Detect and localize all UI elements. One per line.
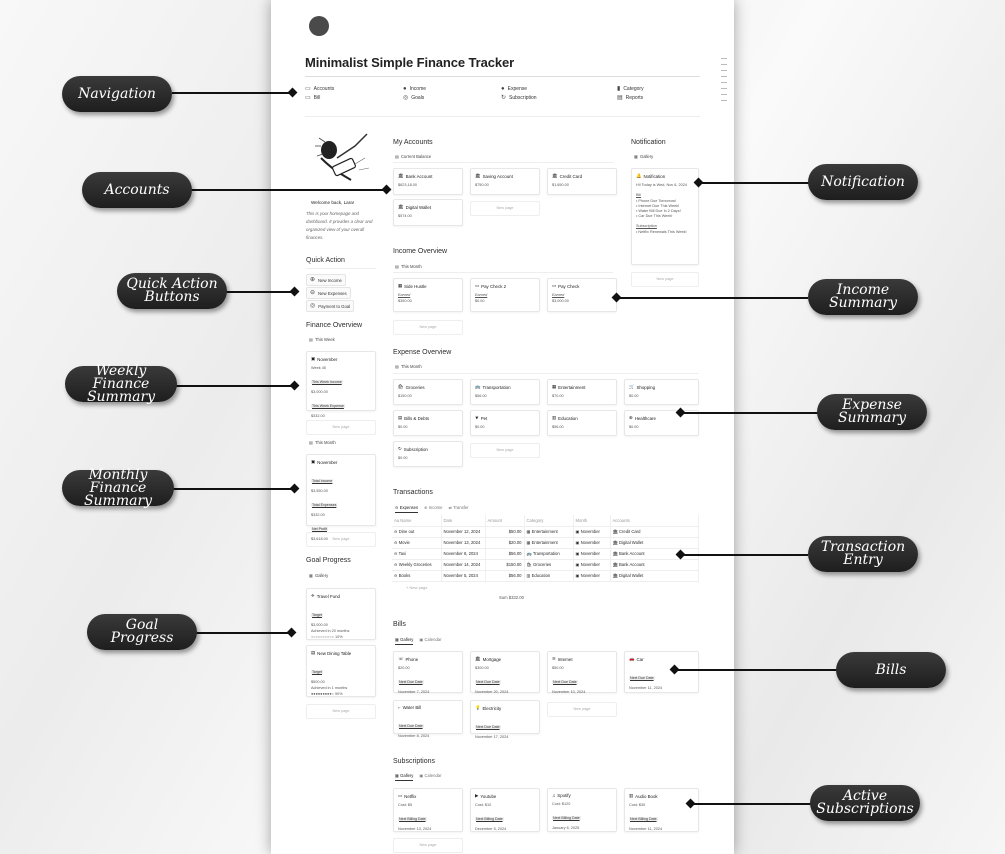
nav-reports[interactable]: ▤ Reports [617, 95, 644, 101]
film-icon: ▦ [552, 384, 557, 389]
connector-line [196, 632, 294, 634]
callout-monthly-summary: Monthly Finance Summary [62, 470, 174, 506]
table-of-contents-indicator[interactable] [721, 58, 727, 106]
table-icon: ▤ [395, 264, 399, 269]
new-page-button[interactable]: New page [393, 838, 463, 853]
wallet-icon: ▭ [305, 86, 311, 92]
callout-notification: Notification [808, 164, 918, 200]
navigation-bar [305, 86, 700, 101]
transactions-title: Transactions [393, 489, 433, 496]
connector-line [682, 554, 808, 556]
goal-icon: ◎ [403, 95, 409, 101]
subscription-card-spotify[interactable]: ♫ Spotify Cost: $120 Next Billing Date January 6, 2025 [547, 788, 617, 832]
goal-progress-title: Goal Progress [306, 557, 351, 564]
expense-card-healthcare[interactable]: ⊕ Healthcare $0.00 [624, 410, 699, 436]
cash-icon: ▭ [552, 283, 557, 288]
welcome-illustration [311, 128, 373, 186]
grid-icon: ▦ [398, 283, 403, 288]
bill-card-car[interactable]: 🚗 Car Next Due Date November 11, 2024 [624, 651, 699, 693]
tab-transfer[interactable]: ⇄ Transfer [448, 505, 469, 510]
book-icon: ▥ [552, 415, 557, 420]
welcome-text: Welcome back, Lara! [311, 200, 355, 205]
table-row[interactable]: ⊖ Weekly Groceries November 14, 2024 $150.00 🛍 Groceries ▣ November 🏛 Bank Account [392, 559, 699, 570]
view-tab-this-month[interactable]: ▤ This Month [395, 264, 422, 269]
divider [393, 272, 613, 273]
nav-goals[interactable]: ◎ Goals [403, 95, 425, 101]
amount-sum: Sum $332.00 [499, 594, 524, 600]
car-icon: 🚗 [629, 656, 635, 661]
callout-accounts: Accounts [82, 172, 192, 208]
tab-expenses[interactable]: ⊖ Expenses [395, 505, 418, 513]
tab-gallery[interactable]: ▦ Gallery [395, 773, 413, 781]
connector-line [692, 803, 812, 805]
cart-icon: 🛒 [629, 384, 635, 389]
table-row[interactable]: ⊖ Taxi November 8, 2024 $56.00 🚌 Transportation ▣ November 🏛 Bank Account [392, 548, 699, 559]
accounts-title: My Accounts [393, 139, 433, 146]
new-row-button[interactable]: + New page [406, 584, 428, 590]
callout-quick-action: Quick Action Buttons [117, 273, 227, 309]
bill-card-water[interactable]: ⌐ Water Bill Next Due Date November 8, 2024 [393, 700, 463, 734]
tv-icon: ▭ [398, 793, 403, 798]
connector-line [172, 488, 294, 490]
calendar-icon: ▣ [311, 356, 316, 361]
subscriptions-title: Subscriptions [393, 758, 436, 765]
finance-overview-title: Finance Overview [306, 322, 363, 329]
play-icon: ▶ [475, 793, 479, 798]
callout-goal-progress: Goal Progress [87, 614, 197, 650]
bus-icon: 🚌 [475, 384, 481, 389]
bank-icon: 🏛 [398, 204, 404, 209]
divider [305, 116, 700, 117]
tab-calendar[interactable]: ▣ Calendar [419, 637, 442, 642]
account-card-credit[interactable]: 🏛 Credit Card $1,650.00 [547, 168, 617, 195]
monthly-summary-card[interactable]: ▣ November Total Income $3,550.00 Total Expenses $332.00 Net Profit $3,618.00 [306, 454, 376, 526]
expense-card-groceries[interactable]: 🛍 Groceries $150.00 [393, 379, 463, 405]
new-page-button[interactable]: New page [306, 532, 376, 547]
goal-icon: ◎ [310, 303, 316, 309]
refresh-icon: ↻ [398, 446, 402, 451]
bill-icon: ▭ [305, 95, 311, 101]
bill-card-internet[interactable]: ≋ Internet $50.00 Next Due Date November 10, 2024 [547, 651, 617, 693]
new-page-button[interactable]: New page [470, 443, 540, 458]
account-card-digital-wallet[interactable]: 🏛 Digital Wallet $574.00 [393, 199, 463, 226]
medical-icon: ⊕ [629, 415, 633, 420]
bulb-icon: 💡 [475, 705, 481, 710]
refresh-icon: ↻ [501, 95, 507, 101]
connector-line [176, 385, 294, 387]
table-icon: ▤ [395, 154, 399, 159]
gallery-icon: ▦ [309, 573, 313, 578]
table-icon: ▤ [309, 440, 313, 445]
intro-text: This is your homepage and dashboard. It provides a clear and organized view of your overall finances. [306, 211, 373, 240]
transactions-table [392, 515, 699, 600]
connector-line [682, 412, 818, 414]
nav-accounts[interactable]: ▭ Accounts [305, 86, 335, 92]
income-icon: ● [403, 86, 407, 92]
expense-title: Expense Overview [393, 349, 452, 356]
transaction-tabs [395, 505, 469, 513]
page-title: Minimalist Simple Finance Tracker [305, 55, 515, 70]
paw-icon: ❦ [475, 415, 479, 420]
connector-line [172, 92, 292, 94]
cash-icon: ▭ [475, 283, 480, 288]
view-tab-gallery[interactable]: ▦ Gallery [309, 573, 329, 578]
account-card-saving[interactable]: 🏛 Saving Account $750.00 [470, 168, 540, 195]
gallery-icon: ▦ [634, 154, 638, 159]
nav-bill[interactable]: ▭ Bill [305, 95, 321, 101]
divider [305, 76, 700, 77]
expense-card-education[interactable]: ▥ Education $56.00 [547, 410, 617, 436]
new-page-button[interactable]: New page [547, 702, 617, 717]
coins-icon: ▤ [398, 415, 403, 420]
income-card-pay-check-2[interactable]: ▭ Pay Check 2 Earned $0.00 [470, 278, 540, 312]
income-title: Income Overview [393, 248, 448, 255]
callout-weekly-summary: Weekly Finance Summary [65, 366, 177, 402]
connector-line [676, 669, 838, 671]
goal-card-travel-fund[interactable]: ✈ Travel Fund Target $3,000.00 Achieved in 20 months ○○○○○○○○○○ 10% [306, 588, 376, 640]
bill-card-electricity[interactable]: 💡 Electricity Next Due Date November 17, 2024 [470, 700, 540, 734]
notification-title: Notification [631, 139, 666, 146]
tap-icon: ⌐ [398, 705, 401, 710]
expense-icon: ● [501, 86, 505, 92]
table-header: Aa Name Date Amount Category Month Accounts [392, 515, 699, 526]
music-icon: ♫ [552, 793, 556, 798]
table-row[interactable]: ⊖ Movie November 13, 2024 $20.00 ▦ Entertainment ▣ November 🏛 Digital Wallet [392, 537, 699, 548]
bills-tabs [395, 637, 442, 645]
connector-line [618, 297, 808, 299]
view-tab-this-month[interactable]: ▤ This Month [309, 440, 336, 445]
bank-icon: 🏛 [398, 173, 404, 178]
view-tab-gallery[interactable]: ▦ Gallery [634, 154, 654, 159]
subscription-tabs [395, 773, 442, 781]
bell-icon: 🔔 [636, 173, 642, 178]
new-page-button[interactable]: New page [306, 420, 376, 435]
divider [393, 162, 613, 163]
new-page-button[interactable]: New page [393, 320, 463, 335]
payment-to-goal-button[interactable]: ◎ Payment to Goal [306, 300, 354, 312]
expense-card-bills-debts[interactable]: ▤ Bills & Debts $0.00 [393, 410, 463, 436]
view-tab-current-balance[interactable]: ▤ Current Balance [395, 154, 432, 159]
basket-icon: 🛍 [398, 384, 404, 389]
callout-transaction-entry: Transaction Entry [808, 536, 918, 572]
divider [306, 268, 376, 269]
callout-active-subscriptions: Active Subscriptions [810, 785, 920, 821]
bill-card-phone[interactable]: ☏ Phone $20.00 Next Due Date November 7, 2024 [393, 651, 463, 693]
nav-income[interactable]: ● Income [403, 86, 427, 92]
new-page-button[interactable]: New page [470, 201, 540, 216]
view-tab-this-month[interactable]: ▤ This Month [395, 364, 422, 369]
wifi-icon: ≋ [552, 656, 556, 661]
tab-income[interactable]: ⊕ Income [424, 505, 443, 510]
table-icon: ▤ [309, 337, 313, 342]
bank-icon: 🏛 [552, 173, 558, 178]
view-tab-this-week[interactable]: ▤ This Week [309, 337, 335, 342]
nav-subscription[interactable]: ↻ Subscription [501, 95, 537, 101]
new-expenses-button[interactable]: ⊖ New Expenses [306, 287, 351, 299]
income-card-side-hustle[interactable]: ▦ Side Hustle Earned $350.00 [393, 278, 463, 312]
subscription-card-netflix[interactable]: ▭ Netflix Cost: $5 Next Billing Date November 13, 2024 [393, 788, 463, 832]
tab-gallery[interactable]: ▦ Gallery [395, 637, 413, 645]
bill-card-mortgage[interactable]: 🏛 Mortgage $300.00 Next Due Date November 20, 2024 [470, 651, 540, 693]
callout-navigation: Navigation [62, 76, 172, 112]
subscription-card-youtube[interactable]: ▶ Youtube Cost: $10 Next Billing Date December 5, 2024 [470, 788, 540, 832]
account-card-bank[interactable]: 🏛 Bank Account $623,18.00 [393, 168, 463, 195]
callout-income-summary: Income Summary [808, 279, 918, 315]
phone-icon: ☏ [398, 656, 404, 661]
reports-icon: ▤ [617, 95, 623, 101]
quick-action-title: Quick Action [306, 257, 345, 264]
expense-card-pet[interactable]: ❦ Pet $0.00 [470, 410, 540, 436]
income-card-pay-check[interactable]: ▭ Pay Check Earned $3,000.00 [547, 278, 617, 312]
expense-card-shopping[interactable]: 🛒 Shopping $0.00 [624, 379, 699, 405]
expense-card-transportation[interactable]: 🚌 Transportation $56.00 [470, 379, 540, 405]
table-row[interactable]: ⊖ Books November 5, 2024 $56.00 ▥ Education ▣ November 🏛 Digital Wallet [392, 570, 699, 581]
minus-icon: ⊖ [310, 290, 316, 296]
book-icon: ▥ [629, 793, 634, 798]
bank-icon: 🏛 [475, 656, 481, 661]
new-income-button[interactable]: ⊕ New Income [306, 274, 346, 286]
tab-calendar[interactable]: ▣ Calendar [419, 773, 442, 778]
nav-category[interactable]: ▮ Category [617, 86, 644, 92]
table-icon: ▤ [395, 364, 399, 369]
connector-line [700, 182, 810, 184]
new-page-button[interactable]: New page [306, 704, 376, 719]
notification-card[interactable]: 🔔 Notification Hi! Today is Wed, Nov 6, 2024 Bill • Phone Due Tomorrow! • Internet Due This Week! • Water Bill Due In 2 Days! • Car Due This Week! Subscription • Netflix Renewals This Week! [631, 168, 699, 265]
expense-card-subscription[interactable]: ↻ Subscription $0.00 [393, 441, 463, 467]
plus-icon: ⊕ [310, 277, 316, 283]
calendar-icon: ▣ [311, 459, 316, 464]
callout-expense-summary: Expense Summary [817, 394, 927, 430]
divider [393, 373, 699, 374]
bills-title: Bills [393, 621, 406, 628]
connector-line [190, 189, 386, 191]
bookmark-icon: ▮ [617, 86, 621, 92]
page-icon [309, 16, 329, 36]
bank-icon: 🏛 [475, 173, 481, 178]
table-furniture-icon: ▤ [311, 650, 316, 655]
expense-card-entertainment[interactable]: ▦ Entertainment $70.00 [547, 379, 617, 405]
notion-page [271, 0, 734, 854]
weekly-summary-card[interactable]: ▣ November Week 45 This Week Income $3,000.00 This Week Expense $332.00 [306, 351, 376, 411]
plane-icon: ✈ [311, 593, 315, 598]
subscription-card-audio-book[interactable]: ▥ Audio Book Cost: $30 Next Billing Date November 11, 2024 [624, 788, 699, 832]
new-page-button[interactable]: New page [631, 272, 699, 287]
nav-expense[interactable]: ● Expense [501, 86, 528, 92]
connector-line [226, 291, 294, 293]
goal-card-dining-table[interactable]: ▤ New Dining Table Target $500.00 Achieved in 1 months ●●●●●●●●●○ 90% [306, 645, 376, 697]
table-row[interactable]: ⊖ Dine out November 12, 2024 $50.00 ▦ Entertainment ▣ November 🏛 Credit Card [392, 526, 699, 537]
callout-bills: Bills [836, 652, 946, 688]
